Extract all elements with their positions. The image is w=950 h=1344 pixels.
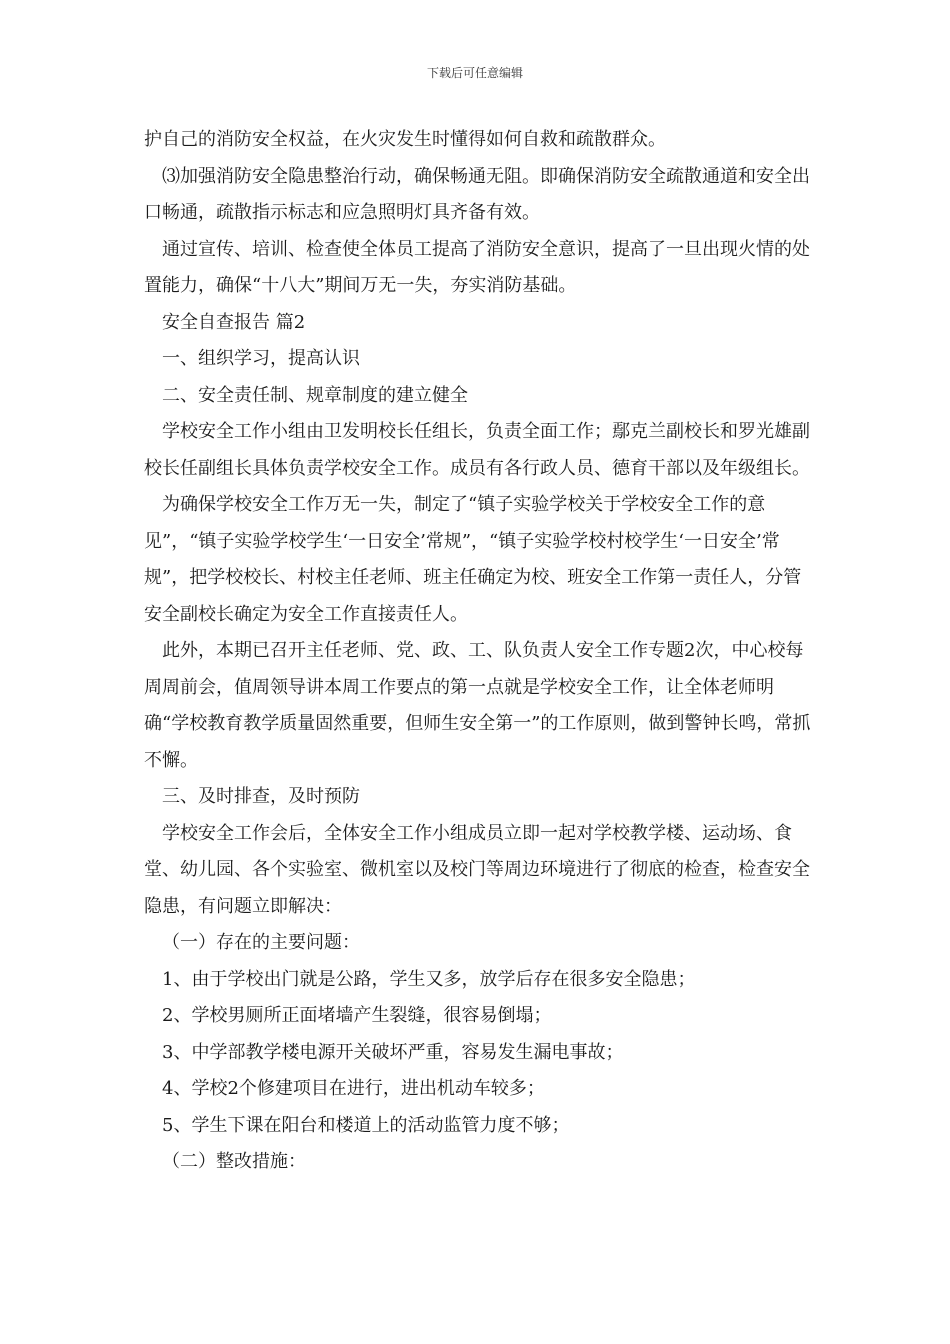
heading: 三、及时排查，及时预防 — [162, 786, 360, 807]
list-item: 2、学校男厕所正面堵墙产生裂缝，很容易倒塌； — [162, 1005, 552, 1026]
heading: 一、组织学习，提高认识 — [162, 348, 360, 369]
section-title: 安全自查报告 篇2 — [162, 311, 306, 333]
heading: 二、安全责任制、规章制度的建立健全 — [162, 384, 468, 406]
paragraph: 学校安全工作会后，全体安全工作小组成员立即一起对学校教学楼、运动场、食堂、幼儿园、各个实验室、微机室以及校门等周边环境进行了彻底的检查，检查安全隐患，有问题立即解决： — [144, 822, 810, 917]
paragraph: 护自己的消防安全权益，在火灾发生时懂得如何自救和疏散群众。 — [144, 129, 666, 150]
paragraph: 学校安全工作小组由卫发明校长任组长，负责全面工作；鄢克兰副校长和罗光雄副校长任副组长具体负责学校安全工作。成员有各行政人员、德育干部以及年级组长。 — [144, 421, 810, 479]
paragraph: 通过宣传、培训、检查使全体员工提高了消防安全意识，提高了一旦出现火情的处置能力，确保“十八大”期间万无一失，夯实消防基础。 — [144, 238, 810, 296]
paragraph: ⑶加强消防安全隐患整治行动，确保畅通无阻。即确保消防安全疏散通道和安全出口畅通，疏散指示标志和应急照明灯具齐备有效。 — [144, 165, 810, 223]
subheading: （二）整改措施： — [162, 1151, 306, 1172]
list-item: 3、中学部教学楼电源开关破坏严重，容易发生漏电事故； — [162, 1041, 624, 1063]
paragraph: 此外，本期已召开主任老师、党、政、工、队负责人安全工作专题2次，中心校每周周前会，值周领导讲本周工作要点的第一点就是学校安全工作，让全体老师明确“学校教育教学质量固然重要，但师生安全第一”的工作原则，做到警钟长鸣，常抓不懈。 — [144, 640, 811, 771]
list-item: 1、由于学校出门就是公路，学生又多，放学后存在很多安全隐患； — [162, 968, 696, 990]
problem-list — [144, 962, 812, 1145]
list-item: 5、学生下课在阳台和楼道上的活动监管力度不够； — [162, 1114, 570, 1136]
paragraph: 为确保学校安全工作万无一失，制定了“镇子实验学校关于学校安全工作的意见”，“镇子实验学校学生‘一日安全’常规”，“镇子实验学校村校学生‘一日安全’常规”，把学校校长、村校主任老师、班主任确定为校、班安全工作第一责任人，分管安全副校长确定为安全工作直接责任人。 — [144, 494, 802, 625]
list-item: 4、学校2个修建项目在进行，进出机动车较多； — [162, 1078, 545, 1099]
page-header: 下载后可任意编辑 — [426, 66, 523, 80]
document-body — [144, 122, 812, 1181]
subheading: （一）存在的主要问题： — [162, 932, 360, 953]
